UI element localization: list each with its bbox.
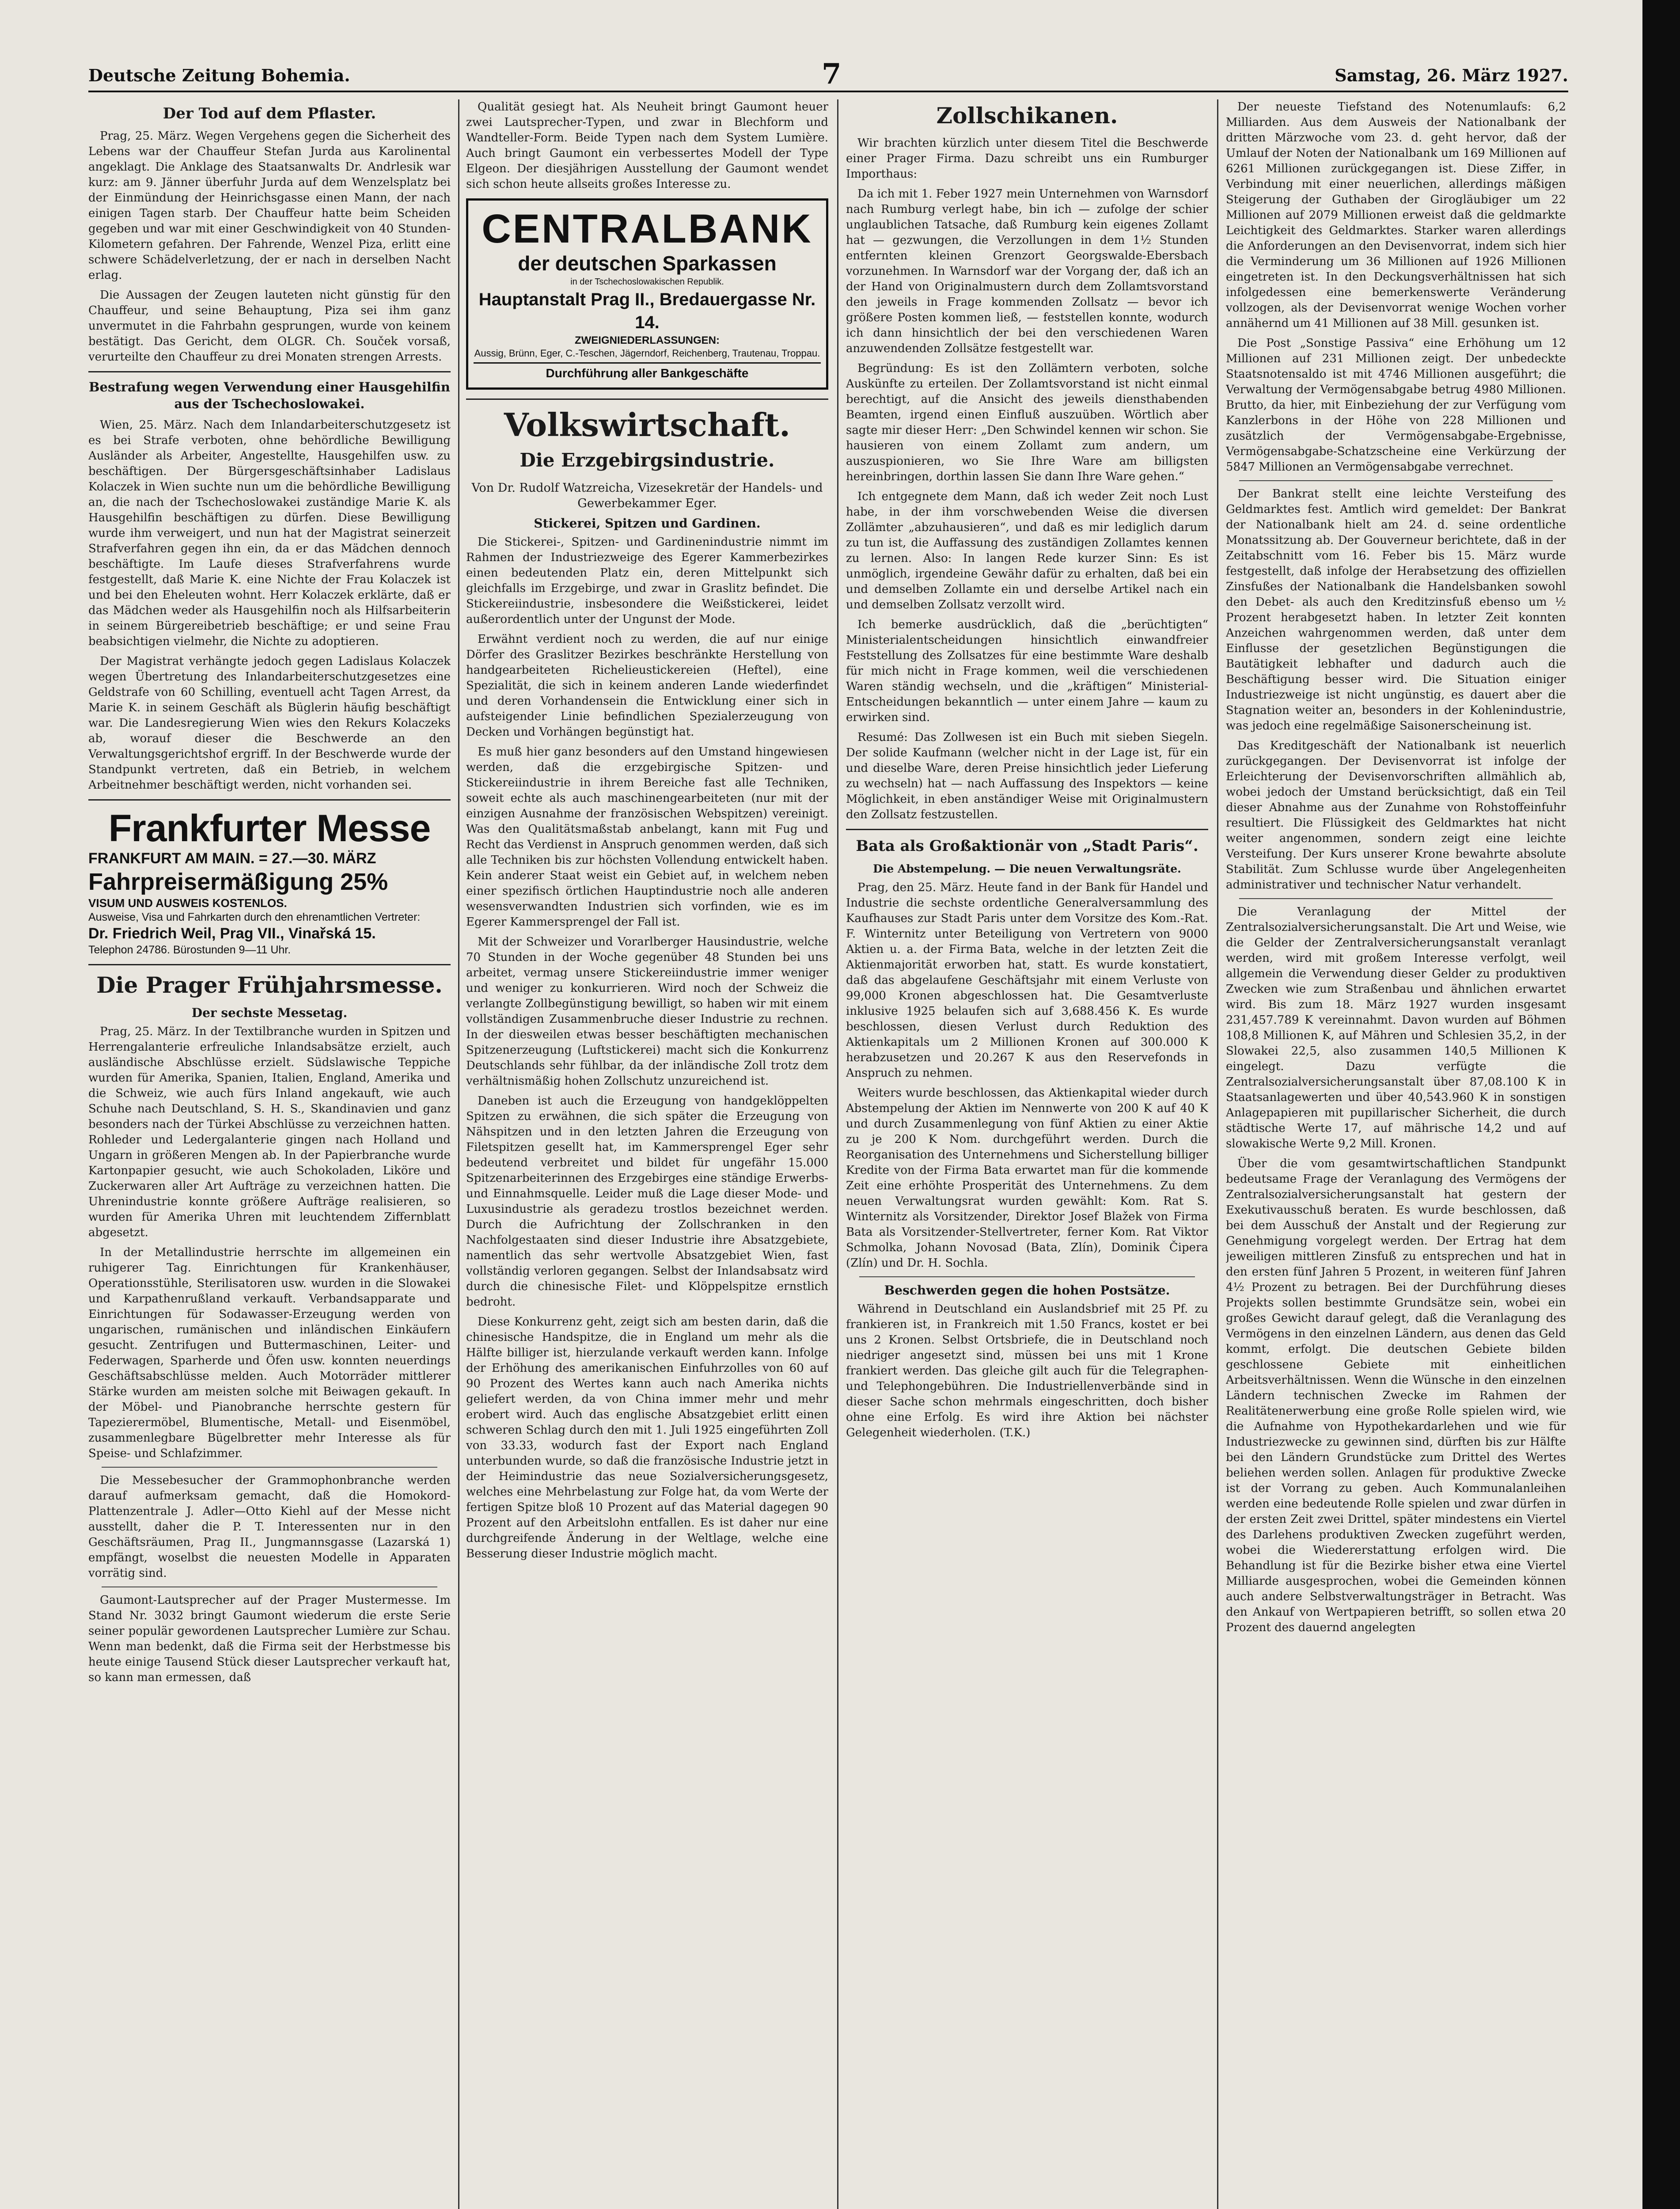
ad-branches-label: ZWEIGNIEDERLASSUNGEN: — [574, 334, 720, 346]
page-header — [88, 57, 1568, 91]
ad-representative: Dr. Friedrich Weil, Prag VII., Vinařská 15. — [88, 925, 376, 942]
column-divider — [837, 99, 838, 2209]
article-paragraph: Begründung: Es ist den Zollämtern verboten, solche Auskünfte zu erteilen. Der Zollamtsvorstand ist nicht einmal berechtigt, auf die Ansicht des jeweils diensthabenden Beamten, irgend einen Einfluß auszuüben. Wörtlich aber sagte mir dieser Herr: „Den Schwindel kennen wir schon. Sie hausieren von einem Zollamt zum andern, um auszuspionieren, wo Sie Ihre Ware am billigsten hereinbringen, dorthin lassen Sie dann Ihre Ware gehen.“ — [846, 362, 1208, 483]
ad-fare-discount: Fahrpreisermäßigung 25% — [88, 869, 388, 895]
article-paragraph: Der Bankrat stellt eine leichte Versteifung des Geldmarktes fest. Amtlich wird gemeldet: Der Bankrat der Nationalbank hielt am 24. d. seine ordentliche Monatssitzung ab. Der Gouverneur berichtete, daß in der Zeitabschnitt vom 16. Feber bis 15. März wurde festgestellt, daß infolge der Herabsetzung des offiziellen Zinsfußes der Nationalbank die Handelsbanken sowohl den Debet- als auch den Kreditzinsfuß ebenso um ½ Prozent herabgesetzt haben. In letzter Zeit konnten Anzeichen wahrgenommen werden, daß unter dem Einflusse der gesetzlichen Begünstigungen die Bautätigkeit lebhafter und dadurch auch die Beschäftigung besser wird. Die Situation einiger Industriezweige ist nicht ungünstig, es dauert aber die Stagnation weiter an, besonders in der Kohlenindustrie, was jedoch eine regelmäßige Saisonerscheinung ist. — [1226, 487, 1566, 733]
article-separator — [1239, 898, 1553, 899]
article-subtitle: Die Abstempelung. — Die neuen Verwaltungsräte. — [873, 862, 1181, 875]
article-separator — [88, 371, 451, 372]
scan-edge-shadow — [1642, 0, 1680, 2209]
article-paragraph: Prag, den 25. März. Heute fand in der Bank für Handel und Industrie die sechste ordentliche Generalversammlung des Kaufhauses zur Stadt Paris unter dem Vorsitze des Kom.-Rat. F. Winternitz unter Beteiligung von Vertretern von 9000 Aktien u. a. der Firma Bata, welche in der letzten Zeit die Aktienmajorität erworben hat, statt. Es wurde konstatiert, daß das abgelaufene Geschäftsjahr mit einem Verluste von 99,000 Kronen abgeschlossen hat. Die Gesamtverluste inklusive 1925 belaufen sich auf 3,688.456 K. Es wurde beschlossen, diesen Verlust durch Reduktion des Aktienkapitals um 2 Millionen Kronen auf 300.000 K herabzusetzen und 20.267 K aus den Reservefonds in Anspruch zu nehmen. — [846, 881, 1208, 1080]
ad-branches: Aussig, Brünn, Eger, C.-Teschen, Jägerndorf, Reichenberg, Trautenau, Troppau. — [474, 348, 820, 359]
article-title: Zollschikanen. — [936, 102, 1118, 129]
section-title: Volkswirtschaft. — [504, 406, 791, 444]
article-paragraph: Die Messebesucher der Grammophonbranche werden darauf aufmerksam gemacht, daß die Homokord-Plattenzentrale J. Adler—Otto Kiehl auf der Messe nicht ausstellt, daher die P. T. Interessenten nur in den Geschäftsräumen, Prag II., Jungmannsgasse (Lazarská 1) empfängt, woselbst die neuesten Modelle in Apparaten vorrätig sind. — [88, 1474, 451, 1580]
issue-date: Samstag, 26. März 1927. — [1335, 65, 1568, 85]
article-separator — [859, 1276, 1195, 1277]
ad-country: in der Tschechoslowakischen Republik. — [570, 277, 724, 287]
column-1 — [88, 99, 451, 2209]
article-paragraph: Wien, 25. März. Nach dem Inlandarbeiterschutzgesetz ist es bei Strafe verboten, ohne behördliche Bewilligung Ausländer als Arbeiter, Angestellte, Hausgehilfen usw. zu beschäftigen. Der Bürgersgeschäftsinhaber Ladislaus Kolaczek in Wien suchte nun um die behördliche Bewilligung an, die nach der Tschechoslowakei zuständige Marie K. als Hausgehilfin beschäftigen zu dürfen. Diese Bewilligung wurde ihm verweigert, und nun hat der Magistrat seinerzeit Strafverfahren gegen ihn ein, da er das Mädchen dennoch beschäftigte. Im Laufe dieses Strafverfahrens wurde festgestellt, daß Marie K. eine Nichte der Frau Kolaczek ist und bei den Eheleuten wohnt. Herr Kolaczek erklärte, daß er das Mädchen weder als Hausgehilfin noch als Hilfsarbeiterin in seinem Bürgereibetrieb beschäftige; er und seine Frau beabsichtigen vielmehr, die Nichte zu adoptieren. — [88, 418, 451, 648]
ad-bank-name: CENTRALBANK — [482, 206, 813, 251]
paper-name: Deutsche Zeitung Bohemia. — [88, 65, 350, 85]
article-paragraph: Gaumont-Lautsprecher auf der Prager Mustermesse. Im Stand Nr. 3032 bringt Gaumont wiederum die erste Serie seiner populär gewordenen Lautsprecher Lumière zur Schau. Wenn man bedenkt, daß die Firma seit der Herbstmesse bis heute einige Tausend Stück dieser Lautsprecher verkauft hat, so kann man ermessen, daß — [88, 1594, 451, 1684]
article-title: Bestrafung wegen Verwendung einer Hausgehilfin aus der Tschechoslowakei. — [89, 380, 450, 411]
ad-info: Ausweise, Visa und Fahrkarten durch den ehrenamtlichen Vertreter: — [88, 911, 421, 923]
article-paragraph: Der Magistrat verhängte jedoch gegen Ladislaus Kolaczek wegen Übertretung des Inlandarbeiterschutzgesetzes eine Geldstrafe von 60 Schilling, eventuell acht Tagen Arrest, da Marie K. in seinem Geschäft als Büglerin häufig beschäftigt war. Die Landesregierung Wien wies den Rekurs Kolaczeks ab, worauf dieser die Beschwerde an den Verwaltungsgerichtshof ergriff. In der Beschwerde wurde der Standpunkt vertreten, daß ein Betrieb, in welchem Arbeitnehmer beschäftigt werden, nicht vorhanden sei. — [88, 655, 451, 792]
ad-place-date: FRANKFURT AM MAIN. = 27.—30. MÄRZ — [88, 850, 376, 867]
article-separator — [88, 799, 451, 801]
article-paragraph: Ich bemerke ausdrücklich, daß die „berüchtigten“ Ministerialentscheidungen hinsichtlich einwandfreier Feststellung des Zollsatzes für eine bestimmte Ware deshalb für mich nicht in Frage kommen, weil die verschiedenen Waren ständig wechseln, und die „kräftigen“ Ministerial-Entscheidungen bekanntlich — unter einem Jahre — kaum zu erwirken sind. — [846, 618, 1208, 724]
article-separator — [846, 829, 1208, 830]
header-rule — [88, 91, 1568, 92]
article-paragraph: Über die vom gesamtwirtschaftlichen Standpunkt bedeutsame Frage der Veranlagung des Vermögens der Zentralsozialversicherungsanstalt hat gestern der Exekutivausschuß beraten. Es wurde beschlossen, daß bei dem Ausschuß der Anstalt und der Regierung zur Genehmigung vorgelegt werden. Der Ertrag hat dem jeweiligen mittleren Zinsfuß zu entsprechen und hat in den ersten fünf Jahren 5 Prozent, in weiteren fünf Jahren 4½ Prozent zu betragen. Bei der Durchführung dieses Projekts sollen bestimmte Grundsätze sein, wobei ein großes Gewicht darauf gelegt, daß die Veranlagung des Vermögens in den einzelnen Ländern, aus denen das Geld kommt, erfolgt. Die deutschen Gebiete bilden geschlossene Gebiete mit einheitlichen Arbeitsverhältnissen. Wenn die Wünsche in den einzelnen Ländern technischen Zwecke im Rahmen der Realitätenerwerbung eine große Rolle spielen wird, wie die Aufnahme von Hypothekardarlehen und wie für Industriezwecke zu gewinnen sind, dürften bis zur Hälfte bei den Ländern Grundstücke zum Drittel des Wertes beliehen werden sollen. Anlagen für produktive Zwecke ist der Vorrang zu geben. Auch Kommunalanleihen werden eine bedeutende Rolle spielen und zwar dürfen in der ersten Zeit zwei Drittel, später mindestens ein Viertel des Darlehens produktiven Zwecken zugeführt werden, wobei die Wiedererstattung erfolgen wird. Die Behandlung ist für die Bezirke bisher etwa eine Viertel Milliarde ausgesprochen, wobei die Gemeinden können auch andere Selbstverwaltungsträger in Betracht. Was den Ankauf von Wertpapieren betrifft, so sollen etwa 20 Prozent des dauernd angelegten — [1226, 1157, 1566, 1634]
ad-head-office: Hauptanstalt Prag II., Bredauergasse Nr. 14. — [478, 290, 816, 332]
ad-bank-subtitle: der deutschen Sparkassen — [518, 252, 777, 275]
article-paragraph: Während in Deutschland ein Auslandsbrief mit 25 Pf. zu frankieren ist, in Frankreich mit 1.50 Francs, kostet er bei uns 2 Kronen. Selbst Ortsbriefe, die in Deutschland noch niedriger angesetzt sind, müssen bei uns mit 1 Krone frankiert werden. Das gleiche gilt auch für die Telegraphen- und Telephongebühren. Die Industriellenverbände sind in dieser Sache schon mehrmals eingeschritten, doch bisher ohne eine Erfolg. Es wird ihre Aktion bei nächster Gelegenheit wiederholen. (T.K.) — [846, 1302, 1208, 1439]
ad-services: Durchführung aller Bankgeschäfte — [474, 362, 821, 381]
article-paragraph: Resumé: Das Zollwesen ist ein Buch mit sieben Siegeln. Der solide Kaufmann (welcher nicht in der Lage ist, für ein und dieselbe Ware, deren Preise hinsichtlich jeder Lieferung zu wechseln) hat — nach Auffassung des Inspektors — keine Möglichkeit, in eben anständiger Weise mit Originalmustern den Zollsatz festzustellen. — [846, 731, 1208, 821]
article-paragraph: Daneben ist auch die Erzeugung von handgeklöppelten Spitzen zu erwähnen, die sich später die Erzeugung von Nähspitzen und in den letzten Jahren die Erzeugung von Filetspitzen gesellt hat, im Kammersprengel Eger sehr bedeutend verbreitet und bildet für ungefähr 15.000 Spitzenarbeiterinnen des Erzgebirges eine ständige Erwerbs- und Einnahmsquelle. Leider muß die Lage dieser Mode- und Luxusindustrie als geradezu trostlos bezeichnet werden. Durch die Aufrichtung der Zollschranken in den Nachfolgestaaten sind dieser Industrie ihre Absatzgebiete, namentlich das sehr wertvolle Absatzgebiet Wien, fast vollständig verloren gegangen. Selbst der Inlandsabsatz wird durch die chinesische Filet- und Klöppelspitze ernstlich bedroht. — [466, 1094, 828, 1309]
article-paragraph: Da ich mit 1. Feber 1927 mein Unternehmen von Warnsdorf nach Rumburg verlegt habe, bin ich — zufolge der schier unglaublichen Tatsache, daß Rumburg kein eigenes Zollamt hat — gezwungen, die Verzollungen in dem 1½ Stunden entfernten kleinen Grenzort Georgswalde-Ebersbach vorzunehmen. In Warnsdorf war der Vorgang der, daß ich an der Hand von Originalmustern durch dem Zollamtsvorstand den jeweils in Frage kommenden Zollsatz — bevor ich größere Posten kommen ließ, — feststellen konnte, wodurch ich dann hinsichtlich der bei den verschiedenen Waren anzuwendenden Zollsätze festgestellt war. — [846, 187, 1208, 355]
ad-visa: VISUM UND AUSWEIS KOSTENLOS. — [88, 896, 287, 910]
article-separator — [102, 1467, 437, 1468]
column-2 — [466, 99, 828, 2209]
article-title: Der Tod auf dem Pflaster. — [163, 105, 376, 122]
article-separator — [466, 399, 828, 400]
ad-contact: Telephon 24786. Bürostunden 9—11 Uhr. — [88, 944, 291, 956]
article-paragraph: Prag, 25. März. In der Textilbranche wurden in Spitzen und Herrengalanterie erfreuliche Inlandsabsätze erzielt, auch ausländische Abschlüsse erzielt. Südslawische Teppiche wurden für Amerika, Spanien, Italien, England, Amerika und die Schweiz, wie auch fürs Inland angekauft, wie auch Schuhe nach Deutschland, S. H. S., Skandinavien und ganz besonders nach der Türkei Abschlüsse zu verzeichnen hatten. Rohleder und Ledergalanterie gingen nach Holland und Ungarn in größeren Mengen ab. In der Papierbranche wurde Kartonpapier gesucht, wie auch Schokoladen, Liköre und Zuckerwaren aller Art Aufträge zu verzeichnen hatten. Die Uhrenindustrie konnte größere Aufträge realisieren, so wurden für Amerika Uhren mit leuchtendem Ziffernblatt abgesetzt. — [88, 1025, 451, 1239]
article-title: Die Prager Frühjahrsmesse. — [96, 972, 443, 998]
article-paragraph: Die Aussagen der Zeugen lauteten nicht günstig für den Chauffeur, und seine Behauptung, Piza sei ihm ganz unvermutet in die Fahrbahn gesprungen, wurde von keinem bestätigt. Das Gericht, dem OLGR. Ch. Souček vorsaß, verurteilte den Chauffeur zu drei Monaten strengen Arrests. — [88, 288, 451, 364]
article-paragraph: Die Post „Sonstige Passiva“ eine Erhöhung um 12 Millionen auf 231 Millionen zeigt. Der unbedeckte Staatsnotensaldo ist mit 4746 Millionen ausgeführt; die Verwaltung der Vermögensabgabe betrug 4980 Millionen. Brutto, da hier, mit Einbeziehung der zur Verfügung vom Kanzlerbons in der Höhe von 228 Millionen und zusätzlich der Vermögensabgabe-Ergebnisse, Vermögensabgabe-Schatzscheine eine Verkürzung der 5847 Millionen an Vermögensabgabe verrechnet. — [1226, 337, 1566, 474]
column-4 — [1226, 99, 1566, 2209]
column-3 — [846, 99, 1208, 2209]
article-paragraph: Mit der Schweizer und Vorarlberger Hausindustrie, welche 70 Stunden in der Woche gegenüber 48 Stunden bei uns arbeitet, vermag unsere Stickereiindustrie immer weniger und weniger zu konkurrieren. Wird noch der Schweiz die verlangte Zollbegünstigung bewilligt, so haben wir mit einem vollständigen Zusammenbruche dieser Industrie zu rechnen. In der diesweilen etwas besser beschäftigten mechanischen Spitzenerzeugung (Luftstickerei) macht sich die Konkurrenz Deutschlands sehr fühlbar, da der inländische Zoll trotz dem verhältnismäßig hohen Zollschutz unzureichend ist. — [466, 935, 828, 1088]
article-paragraph: Die Stickerei-, Spitzen- und Gardinenindustrie nimmt im Rahmen der Industriezweige des Egerer Kammerbezirkes einen bedeutenden Platz ein, deren Mittelpunkt sich gleichfalls im Erzgebirge, und zwar in Graslitz befindet. Die Stickereiindustrie, insbesondere die Weißstickerei, leidet außerordentlich unter der Ungunst der Mode. — [466, 535, 828, 626]
article-separator — [88, 964, 451, 965]
article-paragraph: Prag, 25. März. Wegen Vergehens gegen die Sicherheit des Lebens war der Chauffeur Stefan Jurda aus Karolinental angeklagt. Die Anklage des Staatsanwalts Dr. Andrlesik war kurz: am 9. Jänner überfuhr Jurda auf dem Wenzelsplatz bei der Einmündung der Heinrichsgasse einen Mann, der nach einigen Tagen starb. Der Chauffeur hatte beim Scheiden gegeben und war mit einer Geschwindigkeit von 40 Stunden-Kilometern gefahren. Der Fahrende, Wenzel Piza, erlitt eine schwere Schädelverletzung, der er nach in derselben Nacht erlag. — [88, 129, 451, 282]
article-paragraph: Es muß hier ganz besonders auf den Umstand hingewiesen werden, daß die erzgebirgische Spitzen- und Stickereiindustrie in ihrem Bereiche fast alle Techniken, soweit echte als auch maschinengearbeiteten (nur mit der einzigen Ausnahme der französischen Webspitzen) vereinigt. Was den Qualitätsmaßstab anbelangt, kann mit Fug und Recht das Verdienst in Anspruch genommen werden, daß sich alle Techniken bis zur höchsten Vollendung entwickelt haben. Kein anderer Staat weist ein Gebiet auf, in welchem neben einer spezifisch örtlichen Hauptindustrie noch alle anderen wesensverwandten Industrien sich vorfinden, wie es im Egerer Kammersprengel der Fall ist. — [466, 745, 828, 929]
article-paragraph: Ich entgegnete dem Mann, daß ich weder Zeit noch Lust habe, in der ihm vorschwebenden Weise die diversen Zollämter „abzuhausieren“, und daß es mir lediglich darum zu tun ist, die Auffassung des zuständigen Zollamtes kennen zu lernen. Also: In langen Rede kurzer Sinn: Es ist unmöglich, irgendeine Gewähr dafür zu erhalten, daß bei ein und demselben Zollamte ein und derselbe Artikel nach ein und demselben Zollsatz verzollt wird. — [846, 490, 1208, 611]
article-byline: Von Dr. Rudolf Watzreicha, Vizesekretär der Handels- und Gewerbekammer Eger. — [471, 481, 823, 510]
article-subtitle: Stickerei, Spitzen und Gardinen. — [534, 516, 761, 531]
article-paragraph: Qualität gesiegt hat. Als Neuheit bringt Gaumont heuer zwei Lautsprecher-Typen, und zwar in Blechform und Wandteller-Form. Beide Typen nach dem System Lumière. Auch bringt Gaumont ein verbessertes Modell der Type Elgeon. Der diesjährigen Ausstellung der Gaumont wendet sich schon heute allseits großes Interesse zu. — [466, 100, 828, 191]
article-title: Die Erzgebirgsindustrie. — [520, 449, 775, 471]
article-title: Bata als Großaktionär von „Stadt Paris“. — [856, 837, 1198, 855]
article-paragraph: Das Kreditgeschäft der Nationalbank ist neuerlich zurückgegangen. Der Devisenvorrat ist infolge der Erleichterung der Devisenvorschriften allmählich ab, wobei jedoch der Umstand berücksichtigt, daß ein Teil dieser Abnahme aus der Zunahme von Rohstoffeinfuhr resultiert. Die Flüssigkeit des Geldmarktes hat nicht weiter angenommen, sondern zeigt eine leichte Versteifung. Der Kurs unserer Krone bewahrte absolute Stabilität. Zum Schlusse wurde über Angelegenheiten administrativer und technischer Natur verhandelt. — [1226, 739, 1566, 892]
column-divider — [1217, 99, 1218, 2209]
article-title: Beschwerden gegen die hohen Postsätze. — [884, 1283, 1170, 1298]
article-paragraph: Erwähnt verdient noch zu werden, die auf nur einige Dörfer des Graslitzer Bezirkes beschränkte Herstellung von handgearbeiteten Richelieustickereien (Heftel), eine Spezialität, die sich in keinem anderen Lande wiederfindet und deren Vorhandensein die Entwicklung einer sich in aufsteigender Linie befindlichen Spezialerzeugung von Decken und Vorhängen begünstigt hat. — [466, 633, 828, 739]
article-paragraph: Die Veranlagung der Mittel der Zentralsozialversicherungsanstalt. Die Art und Weise, wie die Gelder der Zentralversicherungsanstalt veranlagt werden, wird mit großem Interesse verfolgt, weil allgemein die Verwendung dieser Gelder zu produktiven Zwecken wie zum Straßenbau und ähnlichen erwartet wird. Bis zum 18. März 1927 wurden insgesamt 231,457.789 K vereinnahmt. Davon wurden auf Böhmen 108,8 Millionen K, auf Mähren und Schlesien 35,2, in der Slowakei 22,5, also zusammen 140,5 Millionen K eingelegt. Dazu verfügte die Zentralsozialversicherungsanstalt über 87,08.100 K in Staatsanlagewerten und über 40,543.960 K in sonstigen Anlagepapieren mit pupillarischer Sicherheit, die durch städtische Werte 17, auf mährische 14,2 und auf slowakische Werte 9,2 Mill. Kronen. — [1226, 905, 1566, 1150]
column-divider — [458, 99, 459, 2209]
article-paragraph: Wir brachten kürzlich unter diesem Titel die Beschwerde einer Prager Firma. Dazu schreibt uns ein Rumburger Importhaus: — [846, 137, 1208, 181]
frankfurt-messe-ad — [88, 808, 451, 957]
article-subtitle: Der sechste Messetag. — [191, 1006, 348, 1020]
centralbank-ad — [466, 198, 828, 390]
page-number: 7 — [822, 57, 842, 91]
ad-title: Frankfurter Messe — [108, 807, 431, 850]
article-paragraph: Weiters wurde beschlossen, das Aktienkapital wieder durch Abstempelung der Aktien im Nennwerte von 200 K auf 40 K und durch Zusammenlegung von fünf Aktien zu einer Aktie zu je 200 K Nom. durchgeführt werden. Durch die Reorganisation des Unternehmens und Sicherstellung billiger Kredite von der Firma Bata erwartet man für die kommende Zeit eine erhöhte Prosperität des Unternehmens. Zu dem neuen Verwaltungsrat wurden gewählt: Kom. Rat S. Winternitz als Vorsitzender, Direktor Josef Blažek von Firma Bata als Vorsitzender-Stellvertreter, ferner Kom. Rat Viktor Schmolka, Johann Novosad (Bata, Zlín), Dominik Čipera (Zlín) und Dr. H. Sochla. — [846, 1086, 1208, 1270]
article-paragraph: Diese Konkurrenz geht, zeigt sich am besten darin, daß die chinesische Handspitze, die in England um mehr als die Hälfte billiger ist, hierzulande verkauft werden kann. Infolge der Erhöhung des amerikanischen Einfuhrzolles von 60 auf 90 Prozent des Wertes kann auch nach Amerika nichts geliefert werden, da von China immer mehr und mehr erobert wird. Auch das englische Absatzgebiet erlitt einen schweren Schlag durch den mit 1. Juli 1925 eingeführten Zoll von 33.33, wodurch fast der Export nach England unterbunden wurde, so daß die französische Industrie jetzt in der Heimindustrie das neue Sozialversicherungsgesetz, welches eine Mehrbelastung zur Folge hat, da vom Werte der fertigen Spitze bloß 10 Prozent auf das Material dagegen 90 Prozent auf den Arbeitslohn entfallen. Es ist daher nur eine durchgreifende Änderung in der Weltlage, welche eine Besserung dieser Industrie möglich macht. — [466, 1315, 828, 1560]
article-paragraph: In der Metallindustrie herrschte im allgemeinen ein ruhigerer Tag. Einrichtungen für Krankenhäuser, Operationsstühle, Sterilisatoren usw. wurden in die Slowakei und Karpathenrußland verkauft. Verbandsapparate und Einrichtungen für Sodawasser-Erzeugung werden von ungarischen, rumänischen und inländischen Einkäufern gesucht. Zentrifugen und Buttermaschinen, Leiter- und Federwagen, Sparherde und Öfen usw. konnten neuerdings Geschäftsabschlüsse melden. Auch Motorräder mittlerer Stärke wurden am meisten solche mit Beiwagen gekauft. In der Möbel- und Pianobranche herrschte gestern für Tapezierermöbel, Blumentische, Metall- und Eisenmöbel, zusammenlegbare Bügelbretter mehr Interesse als für Speise- und Schlafzimmer. — [88, 1246, 451, 1460]
article-paragraph: Der neueste Tiefstand des Notenumlaufs: 6,2 Milliarden. Aus dem Ausweis der Nationalbank der dritten Märzwoche vom 23. d. geht hervor, daß der Umlauf der Noten der Nationalbank um 169 Millionen auf 6261 Millionen zurückgegangen ist. Diese Ziffer, in Verbindung mit einer neuerlichen, allerdings mäßigen Steigerung der Guthaben der Girogläubiger um 22 Millionen auf 2079 Millionen erweist daß die geldmarkte Leichtigkeit des Geldmarktes. Starker waren allerdings die Anforderungen an den Devisenvorrat, indem sich hier die Verminderung um 36 Millionen auf 1926 Millionen eingetreten ist. In den Deckungsverhältnissen hat sich infolgedessen eine bemerkenswerte Veränderung vollzogen, als der Devisenvorrat wenige Wochen vorher annähernd um 41 Millionen auf 38 Mill. gesunken ist. — [1226, 100, 1566, 330]
article-separator — [1239, 480, 1553, 481]
